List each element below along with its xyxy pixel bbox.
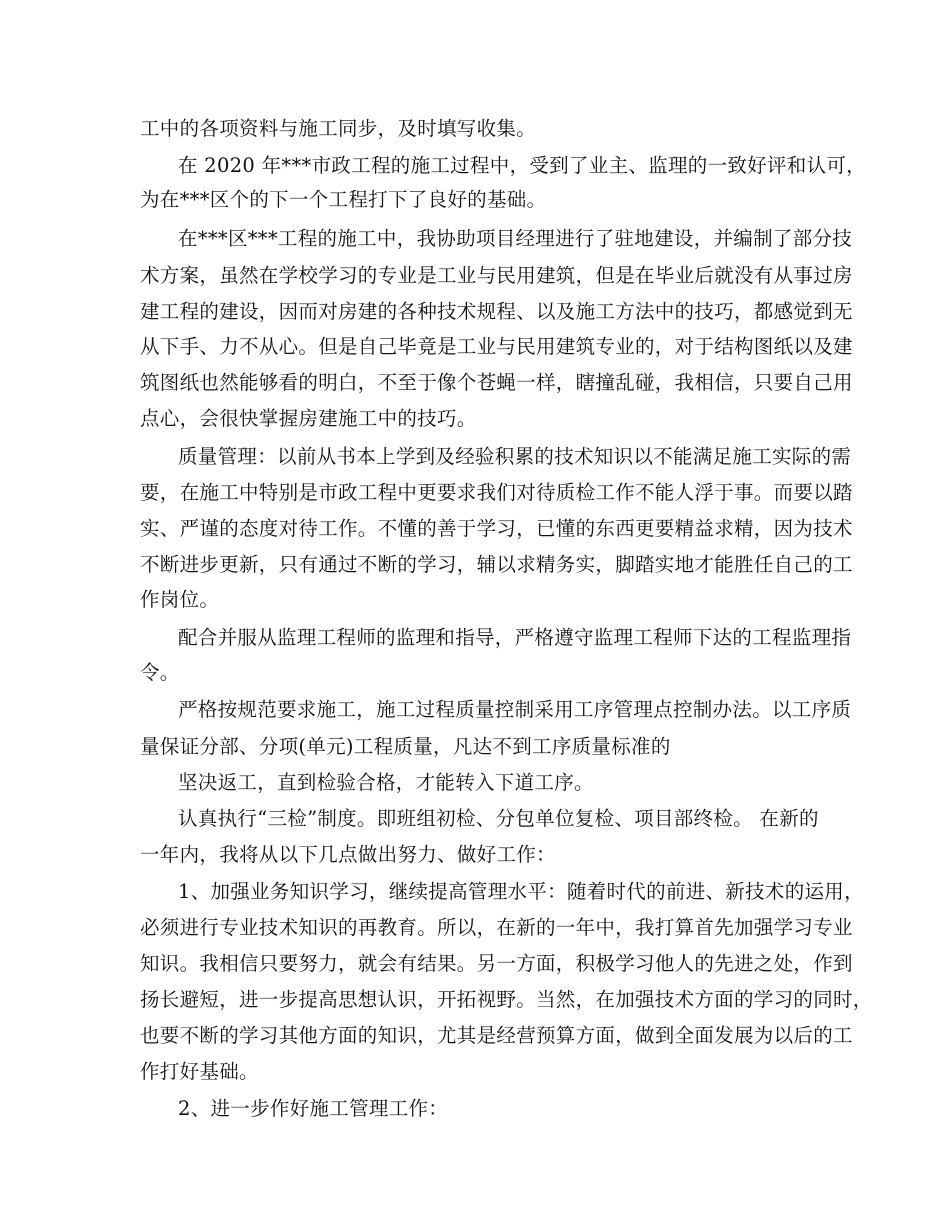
text-line: 在 2020 年***市政工程的施工过程中，受到了业主、监理的一致好评和认可， xyxy=(178,154,866,177)
text-line: 为在***区个的下一个工程打下了良好的基础。 xyxy=(140,188,547,211)
text-line: 作打好基础。 xyxy=(140,1060,259,1083)
text-line: 扬长避短，进一步提高思想认识，开拓视野。当然，在加强技术方面的学习的同时， xyxy=(140,988,873,1011)
text-line: 配合并服从监理工程师的监理和指导，严格遵守监理工程师下达的工程监理指 xyxy=(178,626,852,649)
text-line: 严格按规范要求施工，施工过程质量控制采用工序管理点控制办法。以工序质 xyxy=(178,698,852,721)
text-line: 术方案，虽然在学校学习的专业是工业与民用建筑，但是在毕业后就没有从事过房 xyxy=(140,264,853,287)
text-line: 要，在施工中特别是市政工程中更要求我们对待质检工作不能人浮于事。而要以踏 xyxy=(140,481,853,504)
text-line: 量保证分部、分项(单元)工程质量，凡达不到工序质量标准的 xyxy=(140,735,671,758)
text-line: 认真执行“三检”制度。即班组初检、分包单位复检、项目部终检。 在新的 xyxy=(178,807,819,830)
text-line: 筑图纸也然能够看的明白，不至于像个苍蝇一样，瞎撞乱碰，我相信，只要自己用 xyxy=(140,371,853,394)
text-line: 一年内，我将从以下几点做出努力、做好工作： xyxy=(140,843,556,866)
text-line: 建工程的建设，因而对房建的各种技术规程、以及施工方法中的技巧，都感觉到无 xyxy=(140,300,853,323)
text-line: 不断进步更新，只有通过不断的学习，辅以求精务实，脚踏实地才能胜任自己的工 xyxy=(140,553,853,576)
text-line: 点心，会很快掌握房建施工中的技巧。 xyxy=(140,407,477,430)
text-line: 工中的各项资料与施工同步，及时填写收集。 xyxy=(140,117,537,140)
text-line: 质量管理：以前从书本上学到及经验积累的技术知识以不能满足施工实际的需 xyxy=(178,445,852,468)
text-line: 2、进一步作好施工管理工作： xyxy=(178,1097,449,1120)
text-line: 从下手、力不从心。但是自己毕竟是工业与民用建筑专业的，对于结构图纸以及建 xyxy=(140,335,853,358)
text-line: 在***区***工程的施工中，我协助项目经理进行了驻地建设，并编制了部分技 xyxy=(178,227,853,250)
text-line: 1、加强业务知识学习，继续提高管理水平：随着时代的前进、新技术的运用， xyxy=(178,880,864,903)
text-line: 坚决返工，直到检验合格，才能转入下道工序。 xyxy=(178,771,594,794)
text-line: 实、严谨的态度对待工作。不懂的善于学习，已懂的东西更要精益求精，因为技术 xyxy=(140,517,853,540)
text-line: 必须进行专业技术知识的再教育。所以，在新的一年中，我打算首先加强学习专业 xyxy=(140,916,853,939)
text-line: 作岗位。 xyxy=(140,588,220,611)
text-line: 令。 xyxy=(140,661,180,684)
text-line: 知识。我相信只要努力，就会有结果。另一方面，积极学习他人的先进之处，作到 xyxy=(140,952,853,975)
text-line: 也要不断的学习其他方面的知识，尤其是经营预算方面，做到全面发展为以后的工 xyxy=(140,1024,853,1047)
